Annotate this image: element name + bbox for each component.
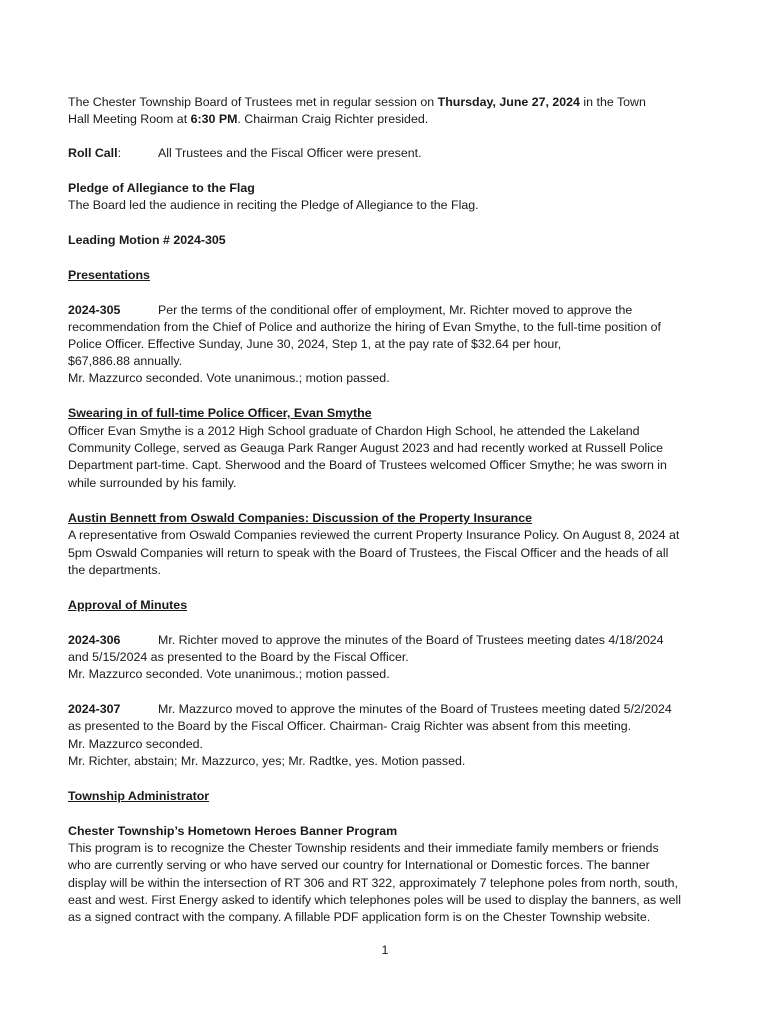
pledge-heading: Pledge of Allegiance to the Flag bbox=[68, 181, 255, 195]
motion-text: Mr. Richter, abstain; Mr. Mazzurco, yes; Mr. Radtke, yes. Motion passed. bbox=[68, 754, 466, 768]
presentations-heading: Presentations bbox=[68, 268, 150, 282]
motion-text: Mr. Mazzurco seconded. Vote unanimous.; motion passed. bbox=[68, 371, 390, 385]
motion-text: and 5/15/2024 as presented to the Board by the Fiscal Officer. bbox=[68, 650, 409, 664]
page-number: 1 bbox=[381, 943, 389, 957]
insurance-text: 5pm Oswald Companies will return to speak with the Board of Trustees, the Fiscal Officer and the heads of all bbox=[68, 546, 669, 560]
banner-program-text: who are currently serving or who have served our country for International or Domestic forces. The banner bbox=[68, 858, 650, 872]
insurance-text: A representative from Oswald Companies reviewed the current Property Insurance Policy. On August 8, 2024 at bbox=[68, 528, 680, 542]
intro-text: Hall Meeting Room at bbox=[68, 112, 191, 126]
banner-program-text: as a signed contract with the company. A fillable PDF application form is on the Chester Township website. bbox=[68, 910, 651, 924]
motion-2024-306-line bbox=[68, 632, 708, 649]
meeting-date: Thursday, June 27, 2024 bbox=[437, 95, 580, 109]
roll-call-colon: : bbox=[117, 146, 122, 160]
minutes-heading: Approval of Minutes bbox=[68, 598, 188, 612]
motion-2024-307-line bbox=[68, 701, 708, 718]
motion-text: Mr. Mazzurco seconded. bbox=[68, 737, 203, 751]
swearing-text: Department part-time. Capt. Sherwood and the Board of Trustees welcomed Officer Smythe; he was sworn in bbox=[68, 458, 667, 472]
swearing-text: Officer Evan Smythe is a 2012 High School graduate of Chardon High School, he attended the Lakeland bbox=[68, 424, 640, 438]
motion-text: Mr. Richter moved to approve the minutes of the Board of Trustees meeting dates 4/18/2024 bbox=[158, 633, 664, 647]
banner-program-heading: Chester Township’s Hometown Heroes Banner Program bbox=[68, 824, 398, 838]
motion-text: as presented to the Board by the Fiscal Officer. Chairman- Craig Richter was absent from this meeting. bbox=[68, 719, 632, 733]
pledge-text: The Board led the audience in reciting the Pledge of Allegiance to the Flag. bbox=[68, 198, 479, 212]
insurance-text: the departments. bbox=[68, 563, 161, 577]
banner-program-text: This program is to recognize the Chester Township residents and their immediate family members or friends bbox=[68, 841, 659, 855]
motion-number: 2024-307 bbox=[68, 702, 121, 716]
roll-call-label: Roll Call bbox=[68, 146, 118, 160]
meeting-time: 6:30 PM bbox=[190, 112, 238, 126]
intro-line-2 bbox=[68, 111, 708, 128]
banner-program-text: display will be within the intersection of RT 306 and RT 322, approximately 7 telephone poles from north, south, bbox=[68, 876, 679, 890]
leading-motion: Leading Motion # 2024-305 bbox=[68, 233, 226, 247]
intro-text: in the Town bbox=[579, 95, 646, 109]
intro-line-1 bbox=[68, 94, 708, 111]
swearing-text: while surrounded by his family. bbox=[68, 476, 237, 490]
motion-text: Mr. Mazzurco seconded. Vote unanimous.; motion passed. bbox=[68, 667, 390, 681]
intro-text: . Chairman Craig Richter presided. bbox=[237, 112, 429, 126]
motion-text: Mr. Mazzurco moved to approve the minutes of the Board of Trustees meeting dated 5/2/2024 bbox=[158, 702, 672, 716]
motion-number: 2024-306 bbox=[68, 633, 121, 647]
roll-call bbox=[68, 145, 708, 162]
motion-text: recommendation from the Chief of Police and authorize the hiring of Evan Smythe, to the full-time position of bbox=[68, 320, 661, 334]
administrator-heading: Township Administrator bbox=[68, 789, 210, 803]
motion-2024-305-line bbox=[68, 302, 708, 319]
intro-text: The Chester Township Board of Trustees met in regular session on bbox=[68, 95, 438, 109]
insurance-heading: Austin Bennett from Oswald Companies: Discussion of the Property Insurance bbox=[68, 511, 533, 525]
banner-program-text: east and west. First Energy asked to identify which telephones poles will be used to display the banners, as well bbox=[68, 893, 681, 907]
swearing-text: Community College, served as Geauga Park Ranger August 2023 and had recently worked at Russell Police bbox=[68, 441, 664, 455]
motion-text: Police Officer. Effective Sunday, June 30, 2024, Step 1, at the pay rate of $32.64 per hour, bbox=[68, 337, 562, 351]
motion-text: $67,886.88 annually. bbox=[68, 354, 183, 368]
motion-text: Per the terms of the conditional offer of employment, Mr. Richter moved to approve the bbox=[158, 303, 633, 317]
roll-call-text: All Trustees and the Fiscal Officer were present. bbox=[158, 146, 422, 160]
swearing-heading: Swearing in of full-time Police Officer, Evan Smythe bbox=[68, 406, 372, 420]
motion-number: 2024-305 bbox=[68, 303, 121, 317]
